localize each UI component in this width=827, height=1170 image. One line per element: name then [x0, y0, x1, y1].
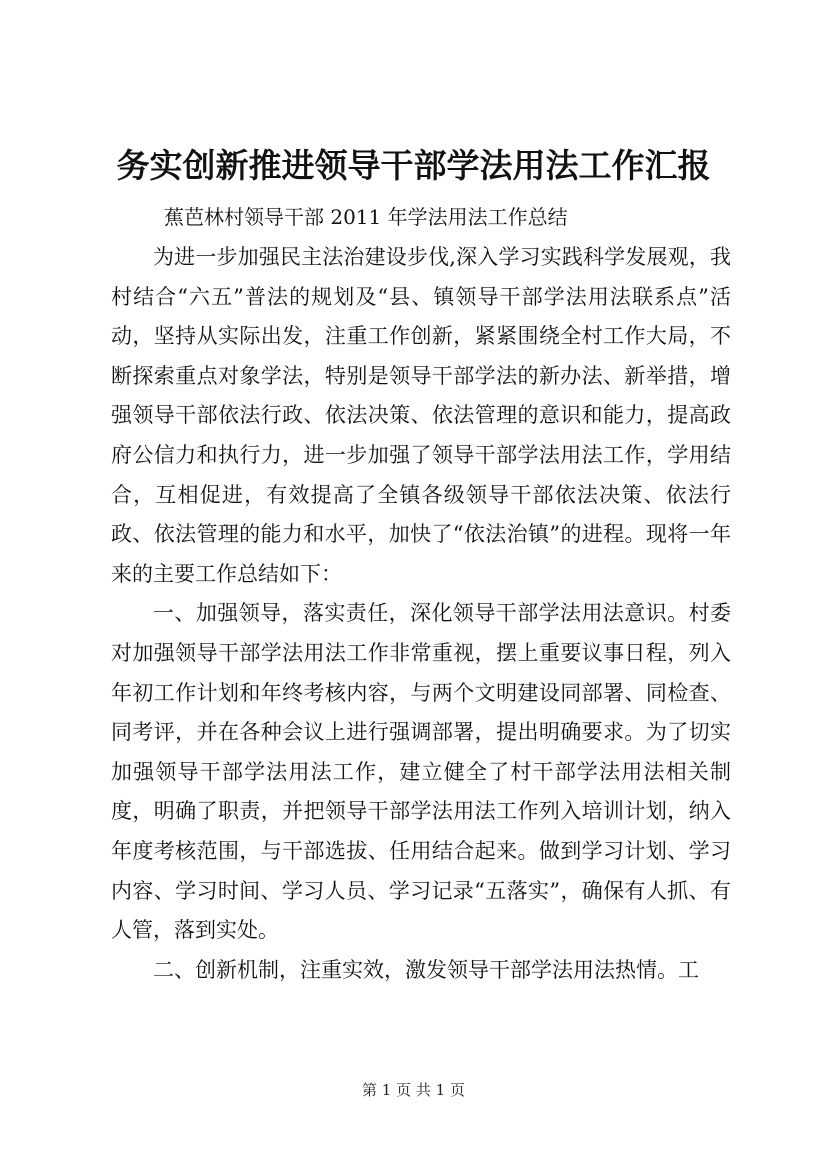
body-paragraph: 为进一步加强民主法治建设步伐,深入学习实践科学发展观，我村结合“六五”普法的规划及“县、镇领导干部学法用法联系点”活动，坚持从实际出发，注重工作创新，紧紧围绕全村工作大局，不断探索重点对象学法，特别是领导干部学法的新办法、新举措，增强领导干部依法行政、依法决策、依法管理的意识和能力，提高政府公信力和执行力，进一步加强了领导干部学法用法工作，学用结合，互相促进，有效提高了全镇各级领导干部依法决策、依法行政、依法管理的能力和水平，加快了“依法治镇”的进程。现将一年来的主要工作总结如下： [111, 245, 731, 586]
document-subtitle: 蕉芭林村领导干部 2011 年学法用法工作总结 [164, 205, 568, 229]
document-title: 务实创新推进领导干部学法用法工作汇报 [116, 146, 711, 185]
body-paragraph: 一、加强领导，落实责任，深化领导干部学法用法意识。村委对加强领导干部学法用法工作非常重视，摆上重要议事日程，列入年初工作计划和年终考核内容，与两个文明建设同部署、同检查、同考评，并在各种会议上进行强调部署，提出明确要求。为了切实加强领导干部学法用法工作，建立健全了村干部学法用法相关制度，明确了职责，并把领导干部学法用法工作列入培训计划，纳入年度考核范围，与干部选拔、任用结合起来。做到学习计划、学习内容、学习时间、学习人员、学习记录“五落实”，确保有人抓、有人管，落到实处。 [111, 601, 731, 943]
document-body [111, 238, 731, 990]
body-paragraph: 二、创新机制，注重实效，激发领导干部学法用法热情。工 [153, 957, 699, 982]
page-footer: 第 1 页 共 1 页 [362, 1081, 465, 1099]
